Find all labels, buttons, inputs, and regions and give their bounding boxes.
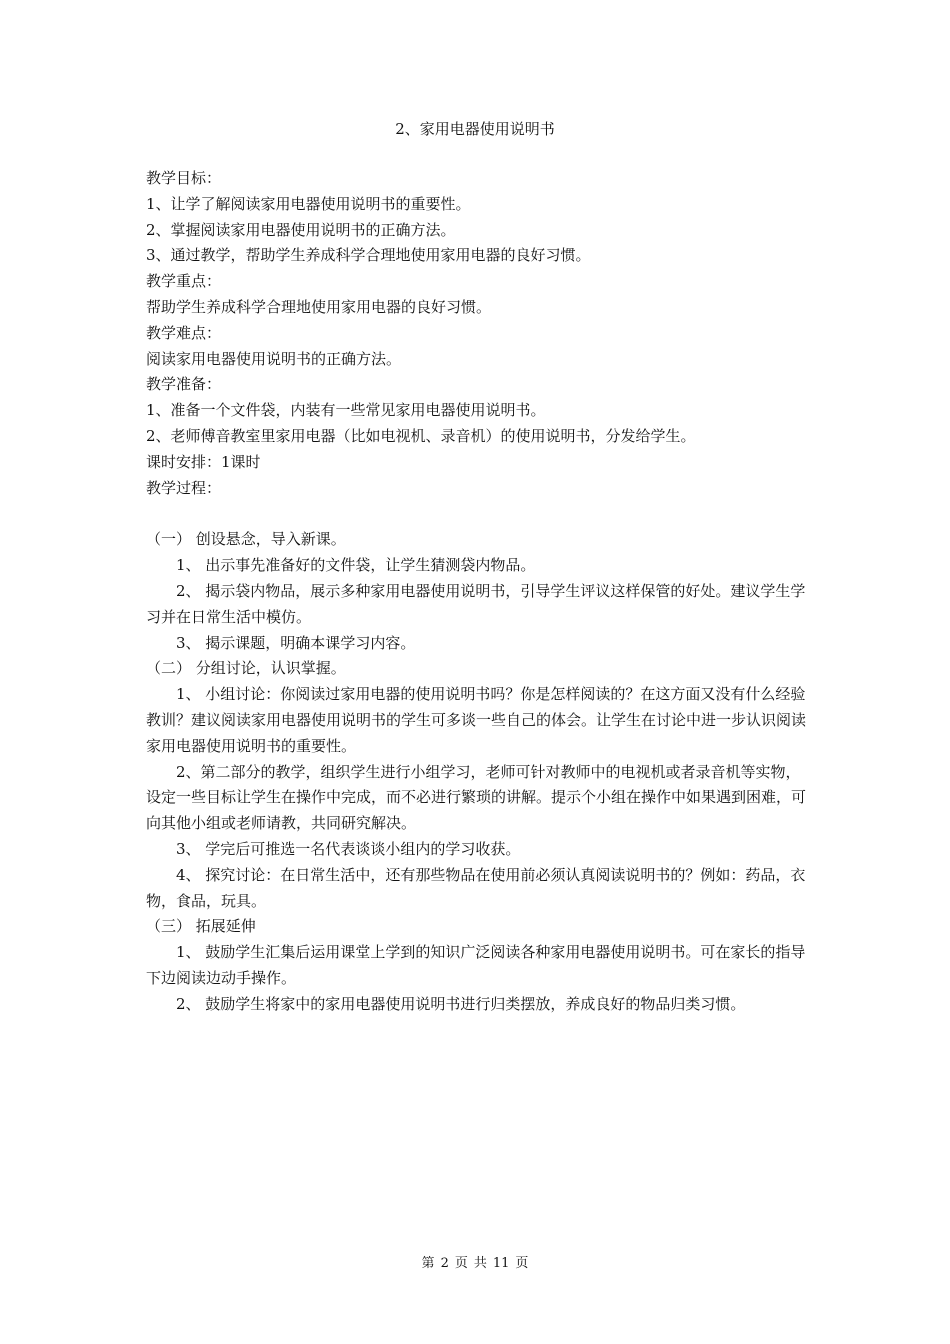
- section-heading: （三） 拓展延伸: [146, 917, 256, 936]
- section-item: 4、 探究讨论：在日常生活中，还有那些物品在使用前必须认真阅读说明书的？例如：药品，衣物，食品，玩具。: [146, 865, 806, 910]
- schedule-text: 课时安排：1课时: [146, 452, 261, 471]
- goal-item: 3、通过教学，帮助学生养成科学合理地使用家用电器的良好习惯。: [146, 246, 591, 265]
- goals-heading: 教学目标：: [146, 169, 222, 187]
- difficulty-heading: 教学难点：: [146, 323, 222, 342]
- footer-total-pages: 11: [492, 1256, 510, 1271]
- goal-item: 1、让学了解阅读家用电器使用说明书的重要性。: [146, 194, 471, 213]
- goal-item: 2、掌握阅读家用电器使用说明书的正确方法。: [146, 220, 456, 239]
- section-item: 1、 小组讨论：你阅读过家用电器的使用说明书吗？你是怎样阅读的？在这方面又没有什么经验教训？建议阅读家用电器使用说明书的学生可多谈一些自己的体会。让学生在讨论中进一步认识阅读家用电器使用说明书的重要性。: [146, 685, 807, 755]
- footer-prefix: 第: [421, 1256, 435, 1271]
- key-point-text: 帮助学生养成科学合理地使用家用电器的良好习惯。: [146, 297, 492, 316]
- page-footer: [0, 1255, 950, 1273]
- footer-page-number: 2: [440, 1256, 449, 1271]
- preparation-item: 1、准备一个文件袋，内装有一些常见家用电器使用说明书。: [146, 401, 546, 420]
- key-point-heading: 教学重点：: [146, 272, 222, 291]
- document-body: [146, 166, 812, 1018]
- preparation-item: 2、老师傅音教室里家用电器（比如电视机、录音机）的使用说明书，分发给学生。: [146, 426, 696, 445]
- section-item: 3、 学完后可推选一名代表谈谈小组内的学习收获。: [176, 839, 521, 858]
- section-heading: （一） 创设悬念，导入新课。: [146, 530, 346, 549]
- section-heading: （二） 分组讨论，认识掌握。: [146, 659, 346, 678]
- footer-mid2: 共: [473, 1256, 487, 1271]
- footer-suffix: 页: [515, 1256, 529, 1271]
- section-item: 1、 鼓励学生汇集后运用课堂上学到的知识广泛阅读各种家用电器使用说明书。可在家长的指导下边阅读边动手操作。: [146, 943, 806, 987]
- section-item: 2、第二部分的教学，组织学生进行小组学习，老师可针对教师中的电视机或者录音机等实物，设定一些目标让学生在操作中完成，而不必进行繁琐的讲解。提示个小组在操作中如果遇到困难，可向其他小组或老师请教，共同研究解决。: [146, 762, 807, 833]
- footer-mid1: 页: [454, 1256, 468, 1271]
- section-item: 2、 鼓励学生将家中的家用电器使用说明书进行归类摆放，养成良好的物品归类习惯。: [176, 994, 746, 1013]
- document-title: 2、家用电器使用说明书: [395, 120, 555, 138]
- blank-line: [146, 501, 812, 527]
- section-item: 2、 揭示袋内物品，展示多种家用电器使用说明书，引导学生评议这样保管的好处。建议学生学习并在日常生活中模仿。: [146, 581, 806, 626]
- preparation-heading: 教学准备：: [146, 375, 222, 394]
- process-heading: 教学过程：: [146, 478, 222, 497]
- difficulty-text: 阅读家用电器使用说明书的正确方法。: [146, 349, 402, 368]
- section-item: 3、 揭示课题，明确本课学习内容。: [176, 633, 416, 652]
- section-item: 1、 出示事先准备好的文件袋，让学生猜测袋内物品。: [176, 556, 536, 575]
